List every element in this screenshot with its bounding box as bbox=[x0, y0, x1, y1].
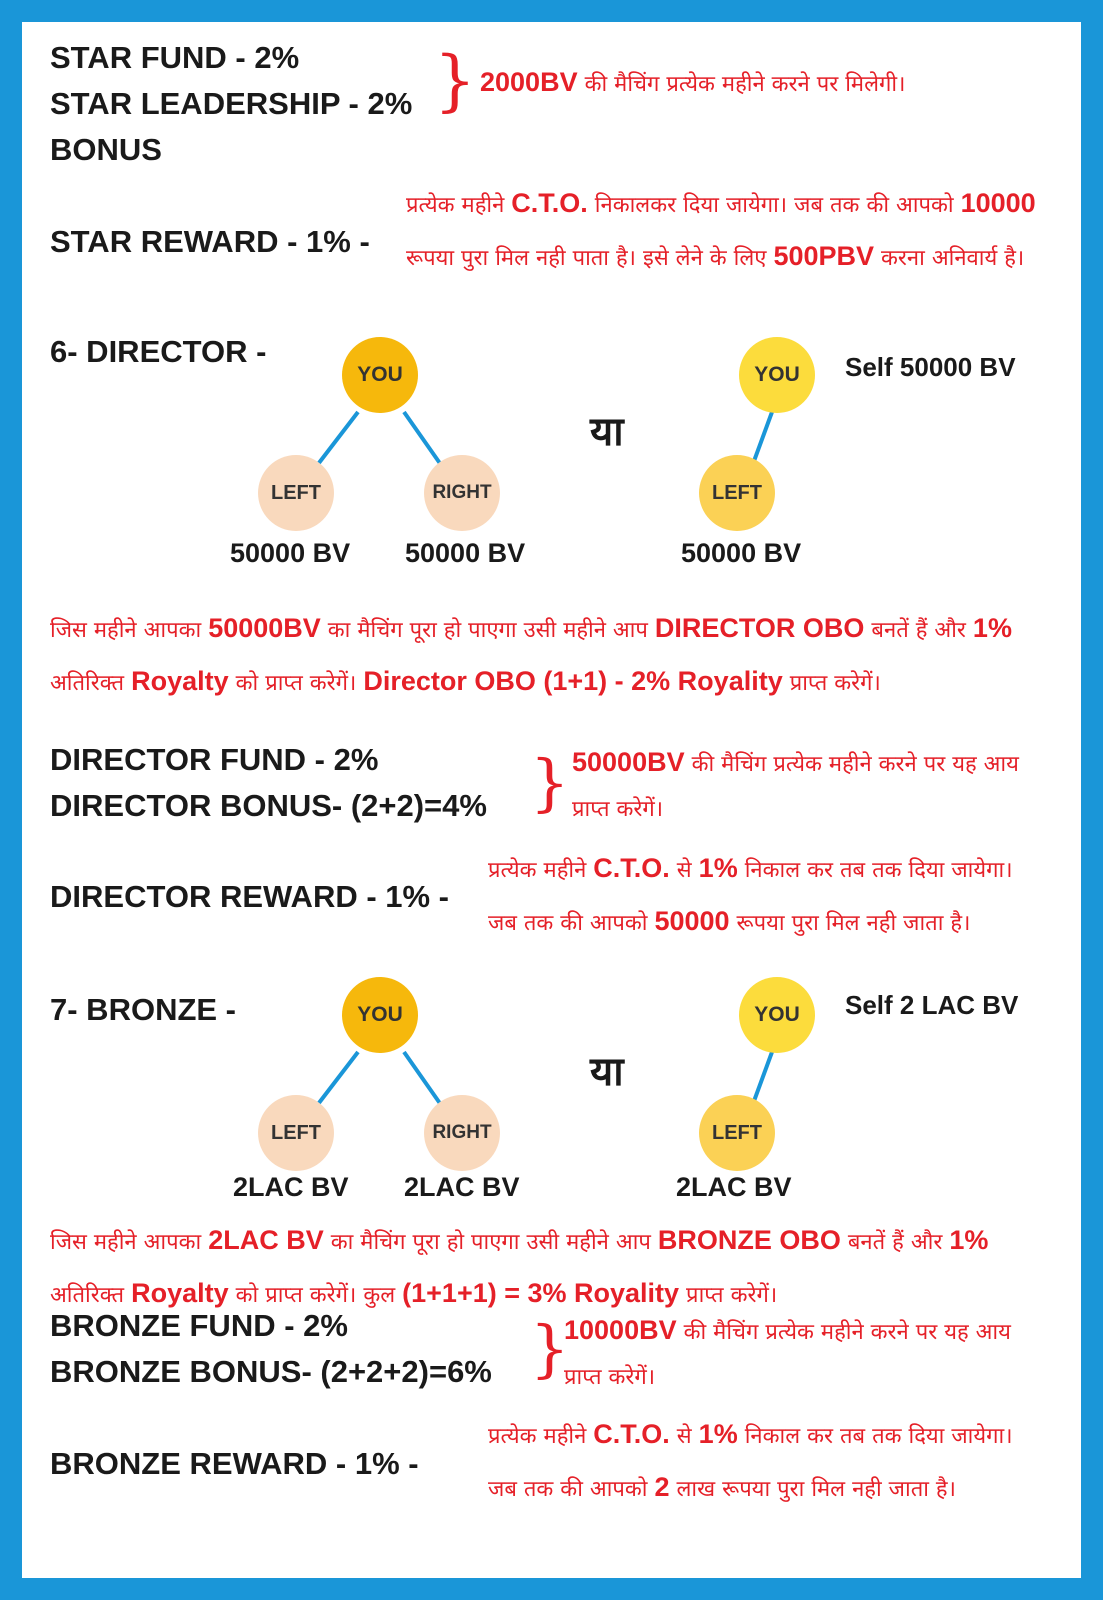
director-alt-you-node: YOU bbox=[739, 337, 815, 413]
director-description: जिस महीने आपका 50000BV का मैचिंग पूरा हो पाएगा उसी महीने आप DIRECTOR OBO बनतें हैं और 1% अतिरिक्त Royalty को प्राप्त करेगें। Director OBO (1+1) - 2% Royality प्राप्त करेगें। bbox=[50, 613, 1012, 696]
bronze-right-bv: 2LAC BV bbox=[404, 1172, 520, 1202]
bronze-reward-note: प्रत्येक महीने C.T.O. से 1% निकाल कर तब तक दिया जायेगा। जब तक की आपको 2 लाख रूपया पुरा मिल नही जाता है। bbox=[488, 1419, 1013, 1502]
director-heading: 6- DIRECTOR - bbox=[50, 334, 267, 369]
star-fund-note: 2000BV की मैचिंग प्रत्येक महीने करने पर मिलेगी। bbox=[480, 67, 906, 97]
director-left-node: LEFT bbox=[258, 455, 334, 531]
bronze-left-bv: 2LAC BV bbox=[233, 1172, 349, 1202]
bronze-fund: BRONZE FUND - 2% bbox=[50, 1308, 348, 1343]
page bbox=[22, 22, 1081, 1578]
director-bonus: DIRECTOR BONUS- (2+2)=4% bbox=[50, 788, 487, 823]
bronze-brace: } bbox=[530, 1312, 570, 1385]
director-alt-left-node: LEFT bbox=[699, 455, 775, 531]
star-fund-note-bv: 2000BV bbox=[480, 67, 578, 97]
director-reward-note: प्रत्येक महीने C.T.O. से 1% निकाल कर तब तक दिया जायेगा। जब तक की आपको 50000 रूपया पुरा मिल नही जाता है। bbox=[488, 853, 1013, 936]
director-left-bv: 50000 BV bbox=[230, 538, 351, 568]
bronze-alt-left-bv: 2LAC BV bbox=[676, 1172, 792, 1202]
bronze-left-node: LEFT bbox=[258, 1095, 334, 1171]
star-reward: STAR REWARD - 1% - bbox=[50, 224, 370, 259]
bronze-bonus: BRONZE BONUS- (2+2+2)=6% bbox=[50, 1354, 492, 1389]
director-alt-left-bv: 50000 BV bbox=[681, 538, 802, 568]
bronze-fund-note: 10000BV की मैचिंग प्रत्येक महीने करने पर यह आय प्राप्त करेगें। bbox=[564, 1315, 1011, 1390]
director-fund-note: 50000BV की मैचिंग प्रत्येक महीने करने पर यह आय प्राप्त करेगें। bbox=[572, 747, 1019, 822]
star-bonus: BONUS bbox=[50, 132, 162, 167]
bronze-heading: 7- BRONZE - bbox=[50, 992, 236, 1027]
bronze-reward: BRONZE REWARD - 1% - bbox=[50, 1446, 419, 1481]
star-reward-note: प्रत्येक महीने C.T.O. निकालकर दिया जायेगा। जब तक की आपको 10000 रूपया पुरा मिल नही पाता है। इसे लेने के लिए 500PBV करना अनिवार्य है। bbox=[406, 188, 1036, 271]
director-fund: DIRECTOR FUND - 2% bbox=[50, 742, 379, 777]
director-self-bv: Self 50000 BV bbox=[845, 352, 1016, 382]
director-brace: } bbox=[530, 746, 570, 819]
bronze-you-node: YOU bbox=[342, 977, 418, 1053]
director-you-node: YOU bbox=[342, 337, 418, 413]
director-right-node: RIGHT bbox=[424, 455, 500, 531]
director-or: या bbox=[590, 409, 624, 455]
star-brace: } bbox=[434, 42, 476, 119]
director-right-bv: 50000 BV bbox=[405, 538, 526, 568]
bronze-alt-left-node: LEFT bbox=[699, 1095, 775, 1171]
bronze-alt-you-node: YOU bbox=[739, 977, 815, 1053]
bronze-description: जिस महीने आपका 2LAC BV का मैचिंग पूरा हो पाएगा उसी महीने आप BRONZE OBO बनतें हैं और 1% अतिरिक्त Royalty को प्राप्त करेगें। कुल (1+1+1) = 3% Royality प्राप्त करेगें। bbox=[50, 1225, 989, 1308]
bronze-or: या bbox=[590, 1049, 624, 1095]
director-reward: DIRECTOR REWARD - 1% - bbox=[50, 879, 450, 914]
star-leadership: STAR LEADERSHIP - 2% bbox=[50, 86, 413, 121]
bronze-right-node: RIGHT bbox=[424, 1095, 500, 1171]
bronze-self-bv: Self 2 LAC BV bbox=[845, 990, 1019, 1020]
star-fund: STAR FUND - 2% bbox=[50, 40, 300, 75]
